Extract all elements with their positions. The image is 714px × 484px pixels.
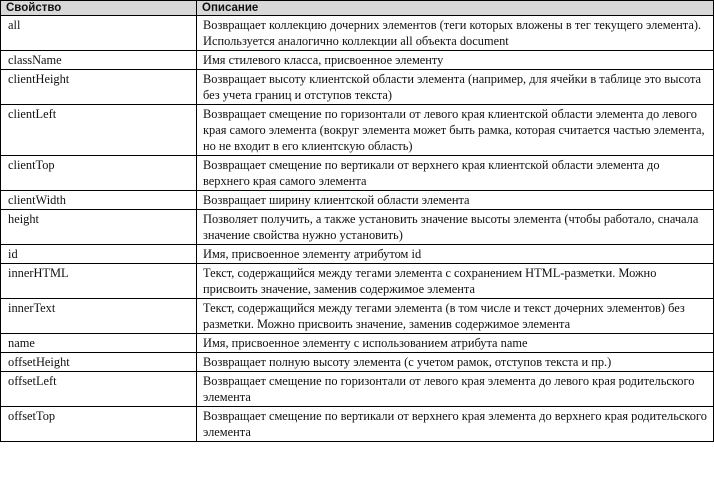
description-cell: Имя, присвоенное элементу с использованием атрибута name [197, 334, 714, 353]
description-cell: Возвращает высоту клиентской области элемента (например, для ячейки в таблице это высота без учета границ и отступов текста) [197, 70, 714, 105]
table-row [1, 299, 714, 334]
description-cell: Позволяет получить, а также установить значение высоты элемента (чтобы работало, сначала значение свойства нужно установить) [197, 210, 714, 245]
description-cell: Возвращает коллекцию дочерних элементов (теги которых вложены в тег текущего элемента). Используется аналогично коллекции all объекта document [197, 16, 714, 51]
description-cell: Текст, содержащийся между тегами элемента (в том числе и текст дочерних элементов) без разметки. Можно присвоить значение, заменив содержимое элемента [197, 299, 714, 334]
description-cell: Возвращает смещение по вертикали от верхнего края элемента до верхнего края родительского элемента [197, 407, 714, 442]
description-cell: Возвращает смещение по горизонтали от левого края элемента до левого края родительского элемента [197, 372, 714, 407]
table-row [1, 245, 714, 264]
property-cell: all [1, 16, 197, 51]
description-cell: Имя, присвоенное элементу атрибутом id [197, 245, 714, 264]
description-cell: Возвращает смещение по горизонтали от левого края клиентской области элемента до левого края самого элемента (вокруг элемента может быть рамка, которая считается частью элемента, но не входит в его клиентскую область) [197, 105, 714, 156]
table-row [1, 156, 714, 191]
header-row [1, 1, 714, 16]
property-cell: clientLeft [1, 105, 197, 156]
property-cell: height [1, 210, 197, 245]
header-property: Свойство [1, 1, 197, 16]
property-cell: offsetTop [1, 407, 197, 442]
property-cell: name [1, 334, 197, 353]
table-row [1, 70, 714, 105]
description-cell: Возвращает полную высоту элемента (с учетом рамок, отступов текста и пр.) [197, 353, 714, 372]
table-row [1, 210, 714, 245]
header-description: Описание [197, 1, 714, 16]
property-cell: clientTop [1, 156, 197, 191]
table-row [1, 191, 714, 210]
property-cell: clientWidth [1, 191, 197, 210]
property-cell: clientHeight [1, 70, 197, 105]
description-cell: Текст, содержащийся между тегами элемента с сохранением HTML-разметки. Можно присвоить значение, заменив содержимое элемента [197, 264, 714, 299]
property-cell: className [1, 51, 197, 70]
property-cell: innerHTML [1, 264, 197, 299]
property-cell: offsetLeft [1, 372, 197, 407]
table-row [1, 16, 714, 51]
table-row [1, 51, 714, 70]
table-row [1, 264, 714, 299]
property-cell: id [1, 245, 197, 264]
table-row [1, 105, 714, 156]
table-row [1, 353, 714, 372]
description-cell: Возвращает смещение по вертикали от верхнего края клиентской области элемента до верхнего края самого элемента [197, 156, 714, 191]
description-cell: Возвращает ширину клиентской области элемента [197, 191, 714, 210]
description-cell: Имя стилевого класса, присвоенное элементу [197, 51, 714, 70]
table-row [1, 372, 714, 407]
property-cell: innerText [1, 299, 197, 334]
table-row [1, 334, 714, 353]
property-cell: offsetHeight [1, 353, 197, 372]
table-row [1, 407, 714, 442]
